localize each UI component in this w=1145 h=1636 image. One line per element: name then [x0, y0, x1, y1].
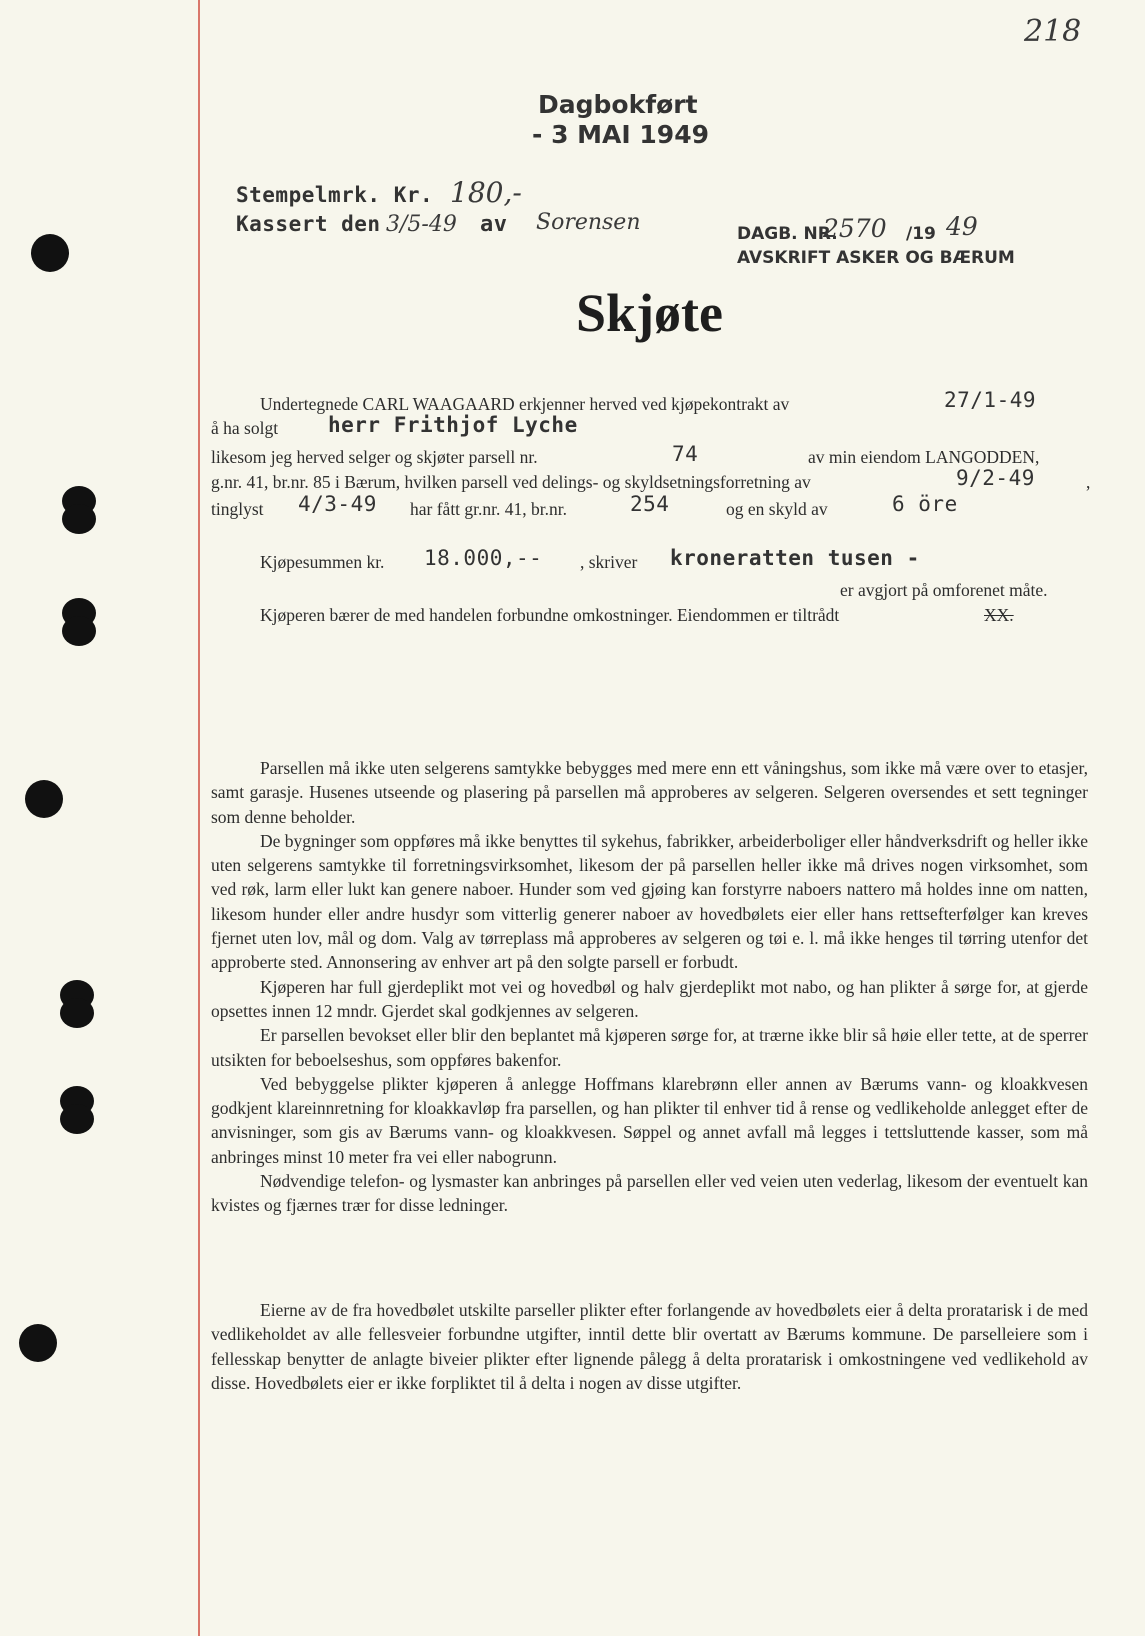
form-line5-text: tinglyst [211, 499, 264, 519]
stamp-kassert-av: av [480, 212, 508, 237]
stamp-dagbokfort-date: - 3 MAI 1949 [532, 120, 709, 149]
conditions-section [211, 756, 1088, 1218]
form-skyld: 6 öre [892, 492, 958, 516]
binder-hole [60, 1086, 94, 1134]
form-line1-text: Undertegnede CARL WAAGAARD erkjenner herved ved kjøpekontrakt av [260, 394, 790, 414]
binder-hole [25, 780, 63, 818]
binder-hole [62, 486, 96, 534]
form-tiltradt-struck: XX. [984, 605, 1014, 625]
stamp-kassert-signature: Sorensen [536, 210, 641, 235]
stamp-stempel-label: Stempelmrk. Kr. [236, 183, 434, 207]
form-line7-text: er avgjort på omforenet måte. [840, 580, 1048, 600]
form-buyer-name: herr Frithjof Lyche [328, 413, 578, 437]
form-kjopesum-words: kroneratten tusen - [670, 546, 920, 570]
stamp-stempel-value: 180,- [450, 176, 522, 209]
condition-paragraph: Er parsellen bevokset eller blir den beplantet må kjøperen sørge for, at trærne ikke blir så høie eller tette, at de sperrer utsikten for beboelseshus, som oppføres bakenfor. [211, 1025, 1088, 1070]
form-br-nr: 254 [630, 492, 670, 516]
margin-line [198, 0, 200, 1636]
condition-paragraph: Kjøperen har full gjerdeplikt mot vei og hovedbøl og halv gjerdeplikt mot nabo, og han plikter å sørge for, at gjerde opsettes innen 12 mndr. Gjerdet skal godkjennes av selgeren. [211, 976, 1088, 1021]
condition-paragraph: Nødvendige telefon- og lysmaster kan anbringes på parsellen eller ved veien uten vederlag, likesom der eventuelt kan kvistes og fjærnes trær for disse ledninger. [211, 1171, 1088, 1216]
form-line6-text: Kjøpesummen kr. [260, 552, 385, 572]
closing-paragraph: Eierne av de fra hovedbølet utskilte parseller plikter efter forlangende av hovedbølets eier å delta proratarisk i de med vedlikeholdet av alle fellesveier forbundne utgifter, inntil dette blir overtatt av Bærums kommune. De parselleiere som i fellesskap benytter de anlagte biveier plikter efter lignende pålegg å delta proratarisk i omkostningene ved vedlikehold av disse. Hovedbølets eier er ikke forpliktet til å delta i nogen av disse utgifter. [211, 1300, 1088, 1393]
stamp-dagb-year-prefix: /19 [906, 224, 936, 244]
form-kjopesum: 18.000,-- [424, 546, 543, 570]
stamp-kassert-label: Kassert den [236, 212, 381, 236]
form-tinglyst-date: 4/3-49 [298, 492, 377, 516]
form-line3-end: av min eiendom LANGODDEN, [808, 447, 1040, 467]
binder-hole [60, 980, 94, 1028]
binder-hole [31, 234, 69, 272]
stamp-kassert-date: 3/5-49 [386, 212, 457, 237]
form-kontrakt-date: 27/1-49 [944, 388, 1037, 412]
form-line5-mid: har fått gr.nr. 41, br.nr. [410, 499, 567, 519]
condition-paragraph: De bygninger som oppføres må ikke benyttes til sykehus, fabrikker, arbeiderboliger eller håndverksdrift og heller ikke uten selgerens samtykke til forretningsvirksomhet, likesom der på parsellen heller ikke må drives nogen virksomhet, som ved røk, larm eller lukt kan genere naboer. Hunder som ved gjøing kan forstyrre naboers nattero må holdes inne om natten, likesom hunder eller andre husdyr som vitterlig generer naboer av hovedbølets eier eller hans rettsefterfølger kan kreves fjernet uten lov, mål og dom. Valg av tørreplass må approberes av selgeren og tøi e. l. må ikke henges til tørring utenfor det approberte sted. Annonsering av enhver art på den solgte parsell er forbudt. [211, 830, 1088, 973]
form-line2-text: å ha solgt [211, 418, 279, 438]
form-line3-text: likesom jeg herved selger og skjøter parsell nr. [211, 447, 538, 467]
form-line5-end: og en skyld av [726, 499, 828, 519]
form-parsell-nr: 74 [672, 442, 699, 466]
condition-paragraph: Ved bebyggelse plikter kjøperen å anlegge Hoffmans klarebrønn eller annen av Bærums vann- og kloakkvesen godkjent klareinnretning for kloakkavløp fra parsellen, og han plikter til enhver tid å rense og vedlikeholde anlegget efter de anvisninger, som gis av Bærums vann- og kloakkvesen. Søppel og annet avfall må legges i tettsluttende kasser, som må anbringes minst 10 meter fra vei eller nabogrunn. [211, 1073, 1088, 1167]
stamp-dagb-year: 49 [946, 212, 978, 241]
stamp-dagbokfort-label: Dagbokført [538, 90, 698, 119]
condition-paragraph: Parsellen må ikke uten selgerens samtykke bebygges med mere enn ett våningshus, som ikke må være over to etasjer, samt garasje. Husenes utseende og plasering på parsellen må approberes av selgeren. Selgeren oversendes et sett tegninger som denne beholder. [211, 758, 1088, 827]
closing-section [211, 1298, 1088, 1395]
binder-hole [62, 598, 96, 646]
binder-hole [19, 1324, 57, 1362]
stamp-dagb-label: DAGB. NR. [737, 224, 838, 244]
form-line4-end: , [1086, 472, 1091, 492]
stamp-dagb-number: 2570 [823, 214, 887, 243]
form-line6-mid: , skriver [580, 552, 638, 572]
stamp-dagb-avskrift: AVSKRIFT ASKER OG BÆRUM [737, 248, 1015, 268]
form-line8-text: Kjøperen bærer de med handelen forbundne omkostninger. Eiendommen er tiltrådt [260, 605, 840, 625]
document-title: Skjøte [576, 283, 723, 343]
page-number: 218 [1024, 14, 1082, 49]
form-delings-date: 9/2-49 [956, 466, 1035, 490]
form-line4-text: g.nr. 41, br.nr. 85 i Bærum, hvilken parsell ved delings- og skyldsetningsforretning av [211, 472, 811, 492]
